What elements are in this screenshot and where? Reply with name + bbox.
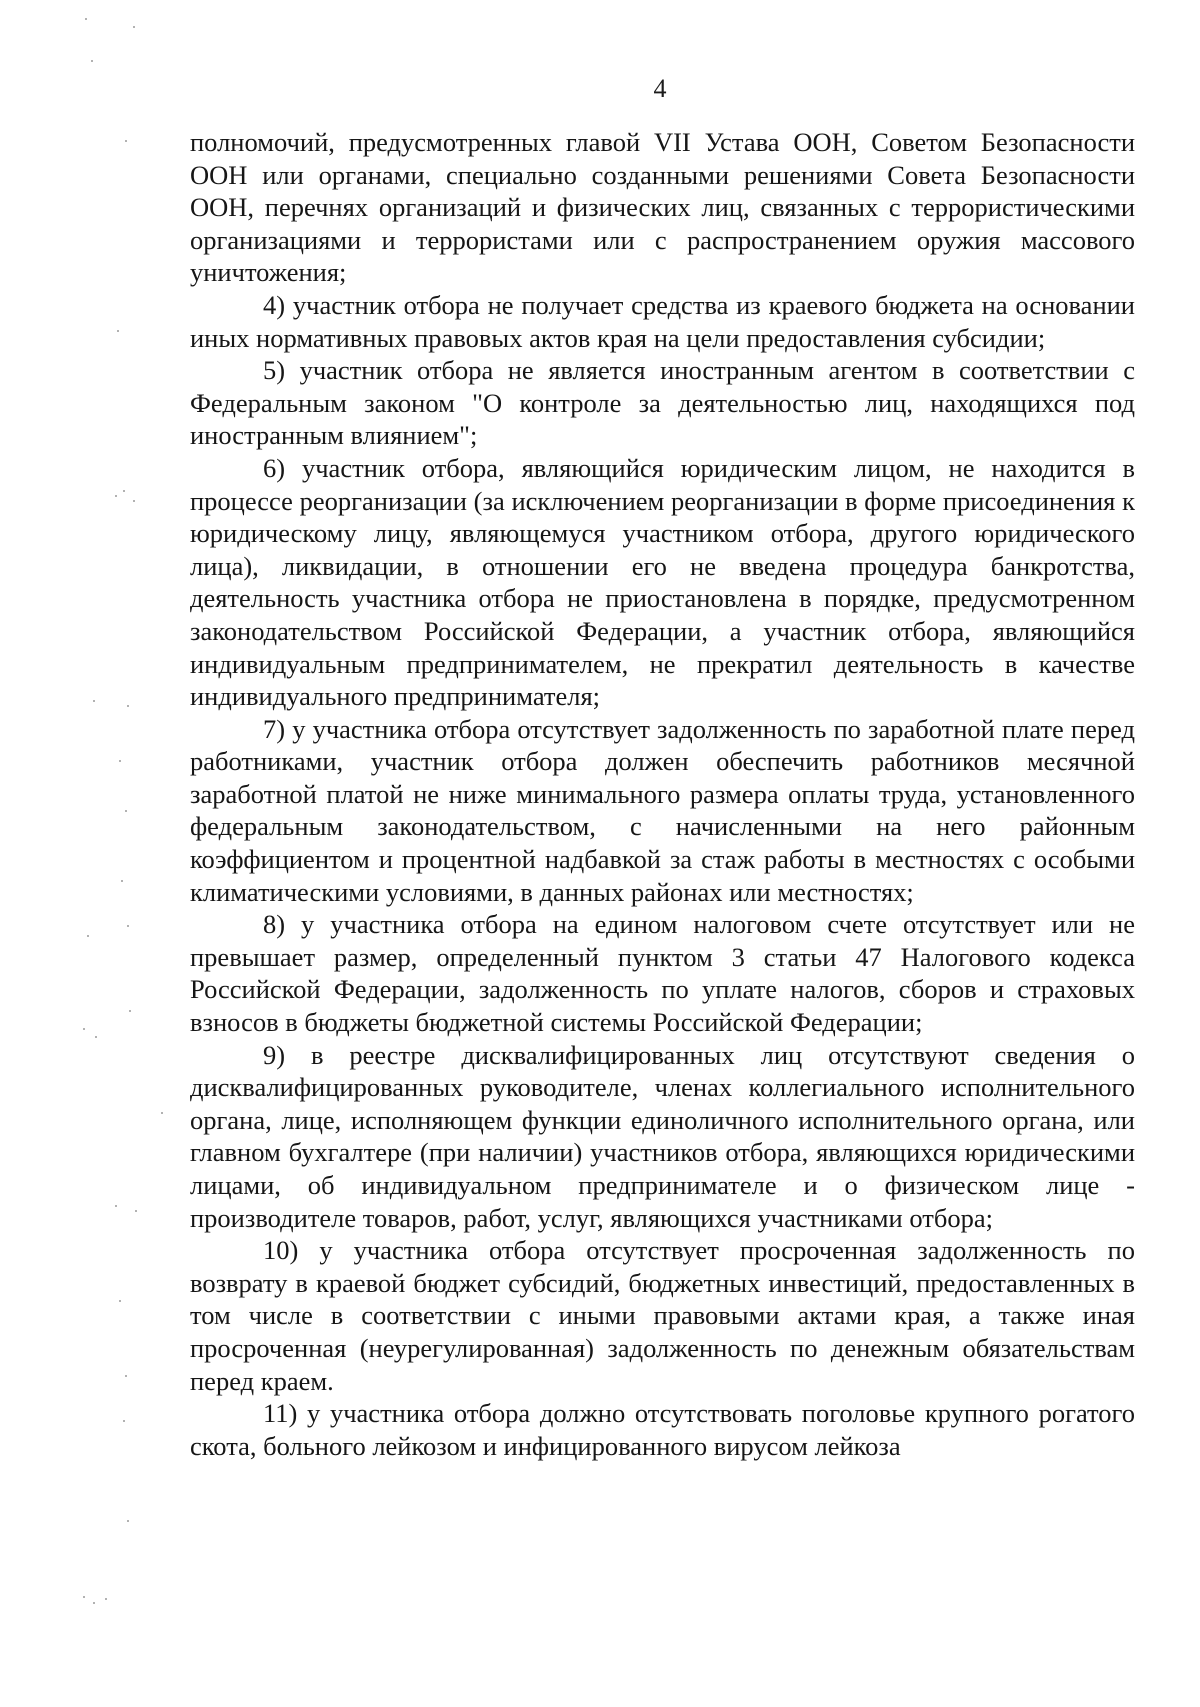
document-body — [190, 126, 1135, 1462]
paragraph-item-7: 7) у участника отбора отсутствует задолженность по заработной плате перед работниками, участник отбора должен обеспечить работников месячной заработной платой не ниже минимального размера оплаты труда, установленного федеральным законодательством, с начисленными на него районным коэффициентом и процентной надбавкой за стаж работы в местностях с особыми климатическими условиями, в данных районах или местностях; — [190, 713, 1135, 907]
paragraph-item-8: 8) у участника отбора на едином налоговом счете отсутствует или не превышает размер, определенный пунктом 3 статьи 47 Налогового кодекса Российской Федерации, задолженность по уплате налогов, сборов и страховых взносов в бюджеты бюджетной системы Российской Федерации; — [190, 909, 1135, 1038]
paragraph-continuation: полномочий, предусмотренных главой VII Устава ООН, Советом Безопасности ООН или органами, специально созданными решениями Совета Безопасности ООН, перечнях организаций и физических лиц, связанных с террористическими организациями и террористами или с распространением оружия массового уничтожения; — [190, 127, 1135, 288]
paragraph-item-6: 6) участник отбора, являющийся юридическим лицом, не находится в процессе реорганизации (за исключением реорганизации в форме присоединения к юридическому лицу, являющемуся участником отбора, другого юридического лица), ликвидации, в отношении его не введена процедура банкротства, деятельность участника отбора не приостановлена в порядке, предусмотренном законодательством Российской Федерации, а участник отбора, являющийся индивидуальным предпринимателем, не прекратил деятельность в качестве индивидуального предпринимателя; — [190, 452, 1135, 712]
paragraph-item-9: 9) в реестре дисквалифицированных лиц отсутствуют сведения о дисквалифицированных руководителе, членах коллегиального исполнительного органа, лице, исполняющем функции единоличного исполнительного органа, или главном бухгалтере (при наличии) участников отбора, являющихся юридическими лицами, об индивидуальном предпринимателе и о физическом лице - производителе товаров, работ, услуг, являющихся участниками отбора; — [190, 1039, 1135, 1233]
paragraph-item-10: 10) у участника отбора отсутствует просроченная задолженность по возврату в краевой бюджет субсидий, бюджетных инвестиций, предоставленных в том числе в соответствии с иными правовыми актами края, а также иная просроченная (неурегулированная) задолженность по денежным обязательствам перед краем. — [190, 1235, 1135, 1396]
paragraph-item-11: 11) у участника отбора должно отсутствовать поголовье крупного рогатого скота, больного лейкозом и инфицированного вирусом лейкоза — [190, 1398, 1135, 1461]
paragraph-item-4: 4) участник отбора не получает средства из краевого бюджета на основании иных нормативных правовых актов края на цели предоставления субсидии; — [190, 289, 1135, 353]
scan-artifacts — [55, 0, 165, 1707]
page-number: 4 — [653, 74, 667, 103]
paragraph-item-5: 5) участник отбора не является иностранным агентом в соответствии с Федеральным законом "О контроле за деятельностью лиц, находящихся под иностранным влиянием"; — [190, 355, 1135, 451]
